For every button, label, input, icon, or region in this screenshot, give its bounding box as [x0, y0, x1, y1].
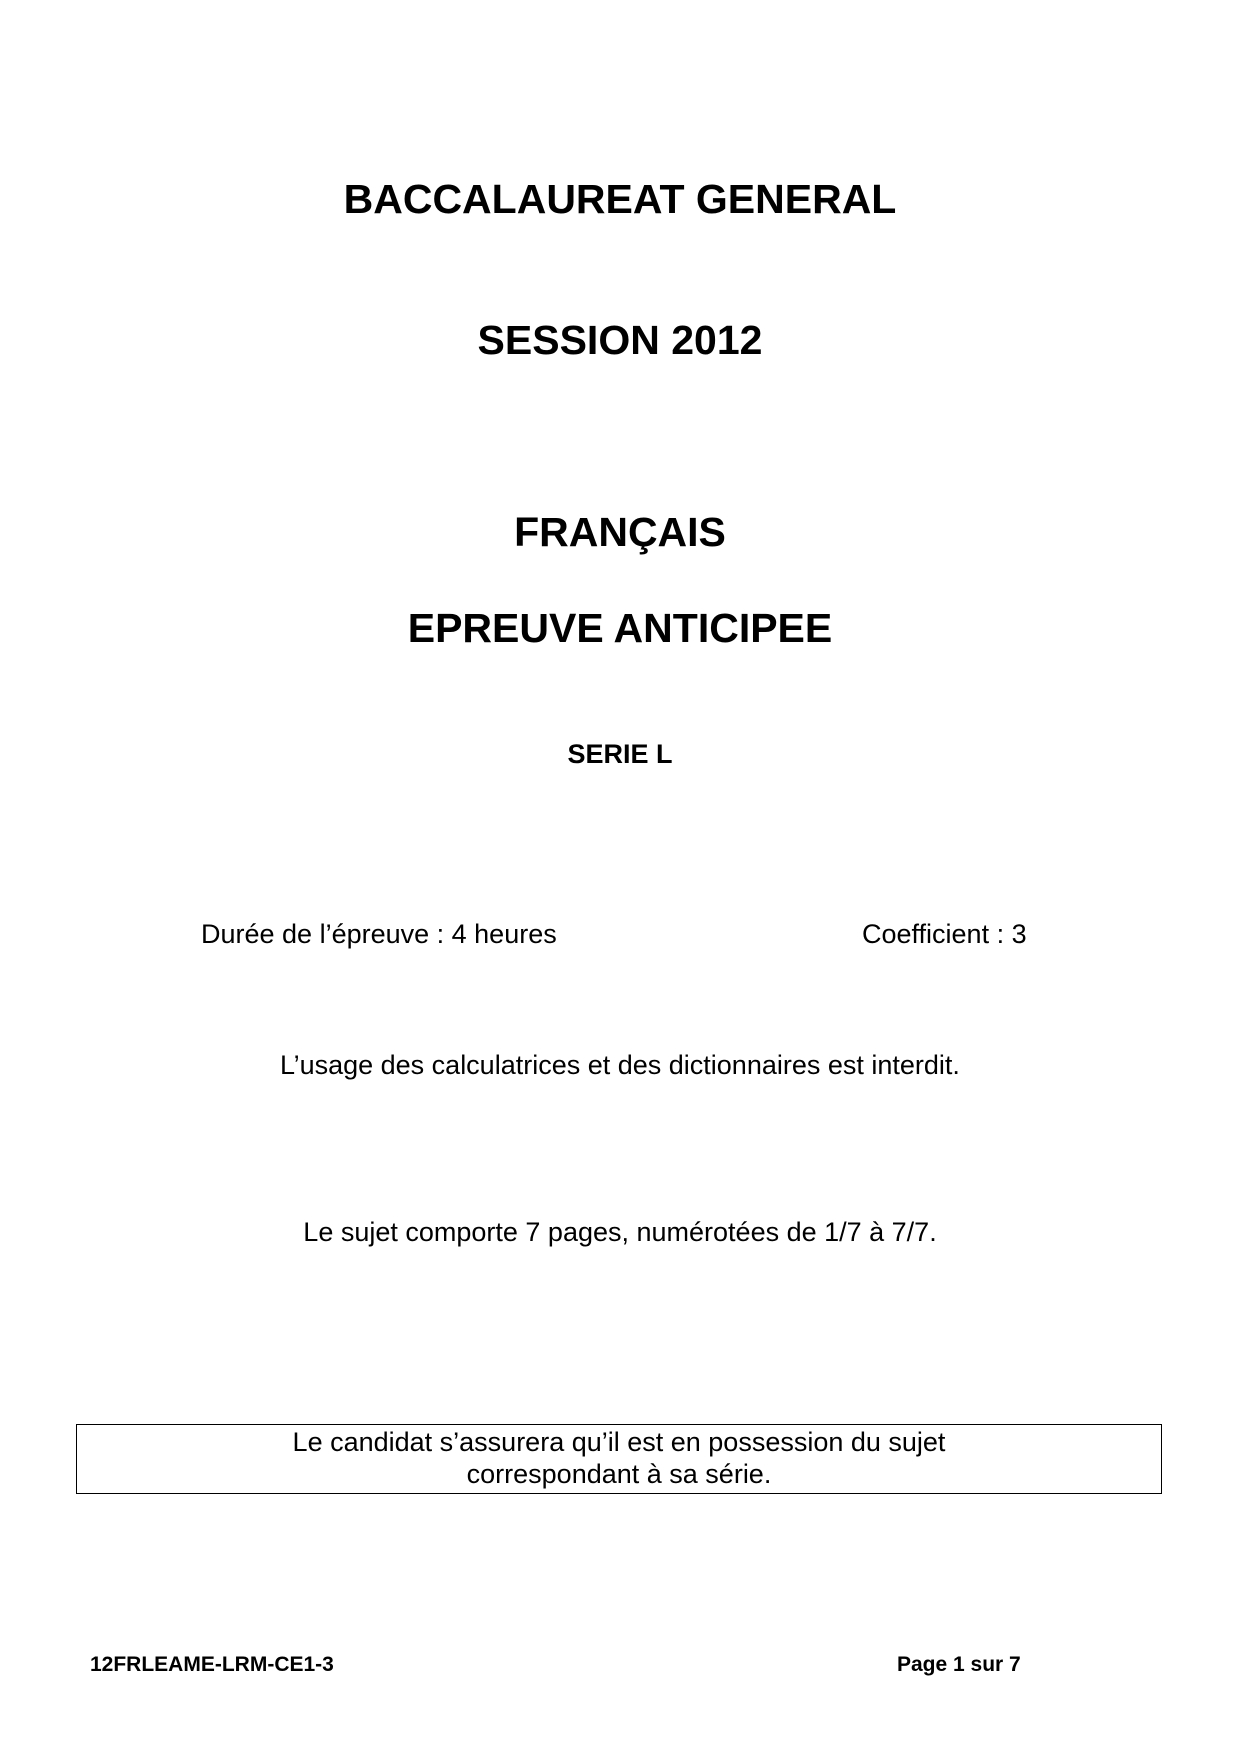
session-title: SESSION 2012: [477, 317, 763, 363]
duration-text: Durée de l’épreuve : 4 heures: [201, 919, 557, 949]
notice-line-2: correspondant à sa série.: [466, 1459, 772, 1489]
page-count-text: Le sujet comporte 7 pages, numérotées de 1/7 à 7/7.: [303, 1217, 937, 1247]
exam-title: BACCALAUREAT GENERAL: [343, 176, 897, 222]
coefficient-text: Coefficient : 3: [862, 919, 1027, 949]
notice-line-1: Le candidat s’assurera qu’il est en possession du sujet: [292, 1427, 946, 1457]
notice-box: [76, 1424, 1162, 1494]
footer-exam-code: 12FRLEAME-LRM-CE1-3: [90, 1653, 334, 1676]
subject-title: FRANÇAIS: [514, 509, 726, 555]
exam-type-title: EPREUVE ANTICIPEE: [407, 605, 833, 651]
footer-page-number: Page 1 sur 7: [897, 1653, 1021, 1676]
calculator-rule-text: L’usage des calculatrices et des dictionnaires est interdit.: [280, 1050, 960, 1080]
serie-label: SERIE L: [567, 739, 673, 769]
